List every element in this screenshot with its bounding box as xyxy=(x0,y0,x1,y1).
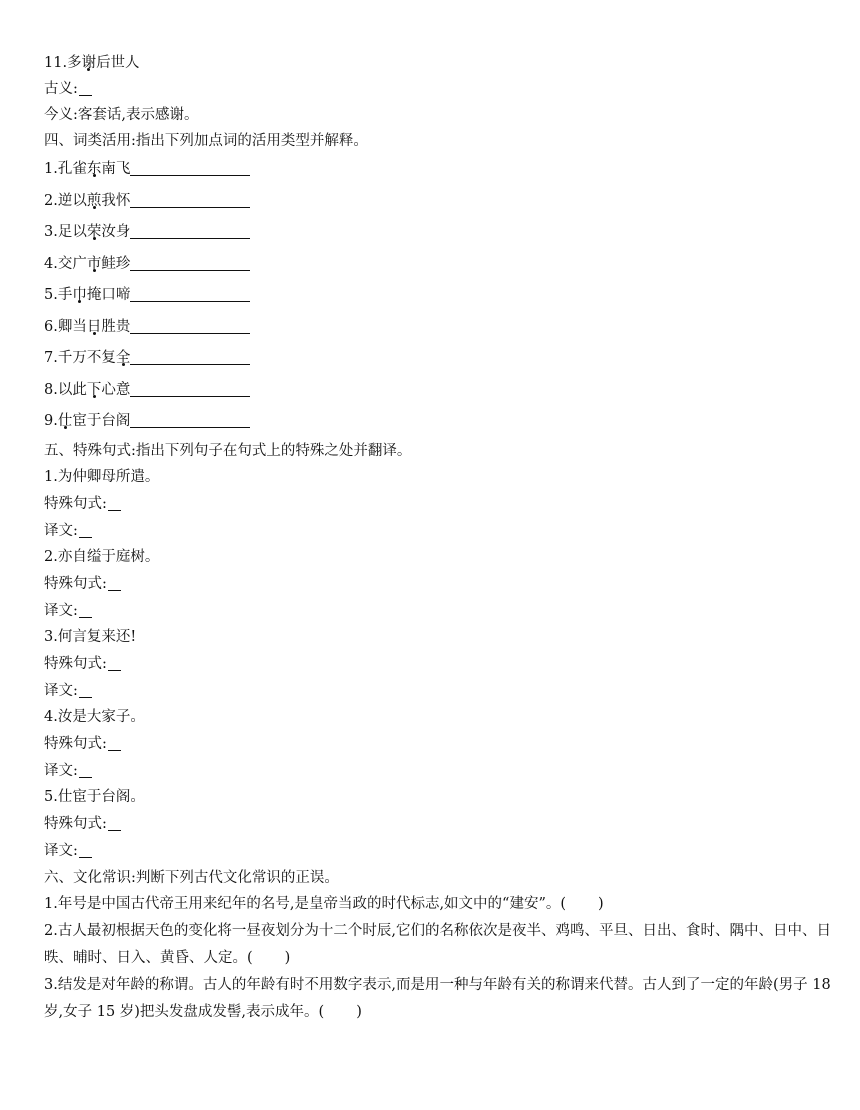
section-heading-text: 四、词类活用:指出下列加点词的活用类型并解释。 xyxy=(44,133,368,149)
answer-blank[interactable] xyxy=(108,509,121,511)
item-number: 5. xyxy=(44,287,58,303)
answer-line[interactable] xyxy=(130,300,250,302)
item-number: 3. xyxy=(44,224,58,240)
translation-row xyxy=(44,758,834,785)
pattern-label: 特殊句式: xyxy=(44,656,107,672)
ancient-meaning-label: 古义: xyxy=(44,81,78,97)
dotted-word: 谢 xyxy=(81,55,97,71)
item-number: 1. xyxy=(44,469,58,486)
pattern-row xyxy=(44,731,834,758)
item-text-post: 胜贵 xyxy=(101,318,131,335)
item-number: 8. xyxy=(44,381,58,398)
translation-row xyxy=(44,678,834,705)
item-number: 1. xyxy=(44,896,58,913)
culture-item xyxy=(44,972,834,1026)
section-heading-text: 六、文化常识:判断下列古代文化常识的正误。 xyxy=(44,869,339,886)
answer-line[interactable] xyxy=(130,206,250,208)
usage-item xyxy=(44,249,834,281)
sentence-text: 亦自缢于庭树。 xyxy=(57,549,160,566)
sentence-text: 仕宦于台阁。 xyxy=(57,789,145,806)
item-text-pre: 以此 xyxy=(57,381,87,398)
sentence-item xyxy=(44,464,834,491)
usage-item xyxy=(44,312,834,344)
item-text-pre: 孔雀 xyxy=(57,161,87,177)
pattern-label: 特殊句式: xyxy=(44,736,107,753)
culture-text: 古人最初根据天色的变化将一昼夜划分为十二个时辰,它们的名称依次是夜半、鸡鸣、平旦、日出、食时、隅中、日中、日昳、晡时、日入、黄昏、人定。( xyxy=(44,923,831,967)
pattern-label: 特殊句式: xyxy=(44,816,107,833)
culture-text: 结发是对年龄的称谓。古人的年龄有时不用数字表示,而是用一种与年龄有关的称谓来代替。古人到了一定的年龄(男子 18 岁,女子 15 岁)把头发盘成发髻,表示成年。( xyxy=(44,977,831,1021)
item-text-pre: 交广 xyxy=(57,255,87,272)
item-text-post: 心意 xyxy=(101,381,131,398)
item-text-post: 宦于台阁 xyxy=(72,413,131,429)
sentence-text: 汝是大家子。 xyxy=(57,709,145,726)
item-number: 4. xyxy=(44,255,58,272)
culture-text: 年号是中国古代帝王用来纪年的名号,是皇帝当政的时代标志,如文中的“建安”。( xyxy=(57,896,567,913)
translation-row xyxy=(44,598,834,625)
item-text-pre: 逆以 xyxy=(57,192,87,209)
answer-line[interactable] xyxy=(130,237,250,239)
section-heading-text: 五、特殊句式:指出下列句子在句式上的特殊之处并翻译。 xyxy=(44,442,412,459)
dotted-word: 煎 xyxy=(86,192,102,209)
item-number: 5. xyxy=(44,789,58,806)
item-text-pre: 多 xyxy=(67,55,82,71)
section-4-heading xyxy=(44,128,834,154)
item-text-post: 鲑珍 xyxy=(101,255,131,272)
item-text-post: 后世人 xyxy=(96,55,140,71)
dotted-word: 东 xyxy=(86,161,102,177)
pattern-label: 特殊句式: xyxy=(44,495,107,512)
translation-label: 译文: xyxy=(44,842,78,859)
usage-item xyxy=(44,186,834,218)
usage-item xyxy=(44,217,834,249)
translation-label: 译文: xyxy=(44,762,78,779)
section-6-list xyxy=(44,891,834,1026)
item-text-post: 我怀 xyxy=(101,192,131,209)
answer-blank[interactable] xyxy=(79,94,92,96)
sentence-item xyxy=(44,624,834,651)
translation-row xyxy=(44,838,834,865)
item-text-pre: 足以 xyxy=(57,224,87,240)
pattern-label: 特殊句式: xyxy=(44,575,107,592)
modern-meaning-label: 今义: xyxy=(44,107,78,123)
sentence-text: 为仲卿母所遣。 xyxy=(57,469,160,486)
answer-line[interactable] xyxy=(130,426,250,428)
answer-blank[interactable] xyxy=(79,856,92,858)
translation-label: 译文: xyxy=(44,522,78,539)
section-5-heading xyxy=(44,438,834,465)
item-number: 4. xyxy=(44,709,58,726)
pattern-row xyxy=(44,571,834,598)
item-number: 1. xyxy=(44,161,58,177)
section-5-list xyxy=(44,464,834,864)
item-text-post: 掩口啼 xyxy=(86,287,131,303)
usage-item xyxy=(44,406,834,438)
modern-meaning-text: 客套话,表示感谢。 xyxy=(77,107,199,123)
answer-line[interactable] xyxy=(130,269,250,271)
item-11 xyxy=(44,50,834,76)
dotted-word: 下 xyxy=(86,381,102,398)
close-paren: ) xyxy=(598,896,604,913)
translation-label: 译文: xyxy=(44,602,78,619)
modern-meaning-row xyxy=(44,102,834,128)
translation-row xyxy=(44,518,834,545)
pattern-row xyxy=(44,651,834,678)
close-paren: ) xyxy=(284,950,291,967)
item-number: 3. xyxy=(44,977,58,994)
dotted-word: 巾 xyxy=(72,287,87,303)
pattern-row xyxy=(44,491,834,518)
sentence-item xyxy=(44,784,834,811)
answer-blank[interactable] xyxy=(79,776,92,778)
culture-item xyxy=(44,918,834,972)
dotted-word: 市 xyxy=(86,255,102,272)
item-text-post: 南飞 xyxy=(101,161,131,177)
usage-item xyxy=(44,375,834,407)
item-number: 3. xyxy=(44,629,58,646)
answer-line[interactable] xyxy=(130,395,250,397)
section-6-heading xyxy=(44,865,834,892)
item-text-pre: 手 xyxy=(57,287,73,303)
usage-item xyxy=(44,154,834,186)
answer-blank[interactable] xyxy=(108,749,121,751)
ancient-meaning-row xyxy=(44,76,834,102)
worksheet-page xyxy=(44,50,834,1026)
item-text-pre: 卿当 xyxy=(57,318,87,335)
item-text-post: 汝身 xyxy=(101,224,131,240)
item-number: 2. xyxy=(44,192,58,209)
item-number: 9. xyxy=(44,413,58,429)
item-number: 7. xyxy=(44,350,58,366)
dotted-word: 荣 xyxy=(86,224,102,240)
answer-blank[interactable] xyxy=(79,536,92,538)
usage-item xyxy=(44,280,834,312)
dotted-word: 仕 xyxy=(57,413,73,429)
item-number: 11. xyxy=(44,55,68,71)
answer-line[interactable] xyxy=(130,332,250,334)
close-paren: ) xyxy=(356,1004,362,1021)
sentence-item xyxy=(44,704,834,731)
answer-blank[interactable] xyxy=(79,696,92,698)
pattern-row xyxy=(44,811,834,838)
answer-line[interactable] xyxy=(130,174,250,176)
answer-blank[interactable] xyxy=(108,669,121,671)
answer-blank[interactable] xyxy=(108,589,121,591)
answer-line[interactable] xyxy=(130,363,250,365)
section-4-list xyxy=(44,154,834,438)
answer-blank[interactable] xyxy=(79,616,92,618)
sentence-text: 何言复来还! xyxy=(57,629,137,646)
dotted-word: 全 xyxy=(115,350,131,366)
answer-blank[interactable] xyxy=(108,829,121,831)
dotted-word: 日 xyxy=(86,318,102,335)
item-number: 6. xyxy=(44,318,58,335)
item-number: 2. xyxy=(44,923,58,940)
item-text-pre: 千万不复 xyxy=(57,350,116,366)
usage-item xyxy=(44,343,834,375)
translation-label: 译文: xyxy=(44,682,78,699)
culture-item xyxy=(44,891,834,918)
item-number: 2. xyxy=(44,549,58,566)
sentence-item xyxy=(44,544,834,571)
